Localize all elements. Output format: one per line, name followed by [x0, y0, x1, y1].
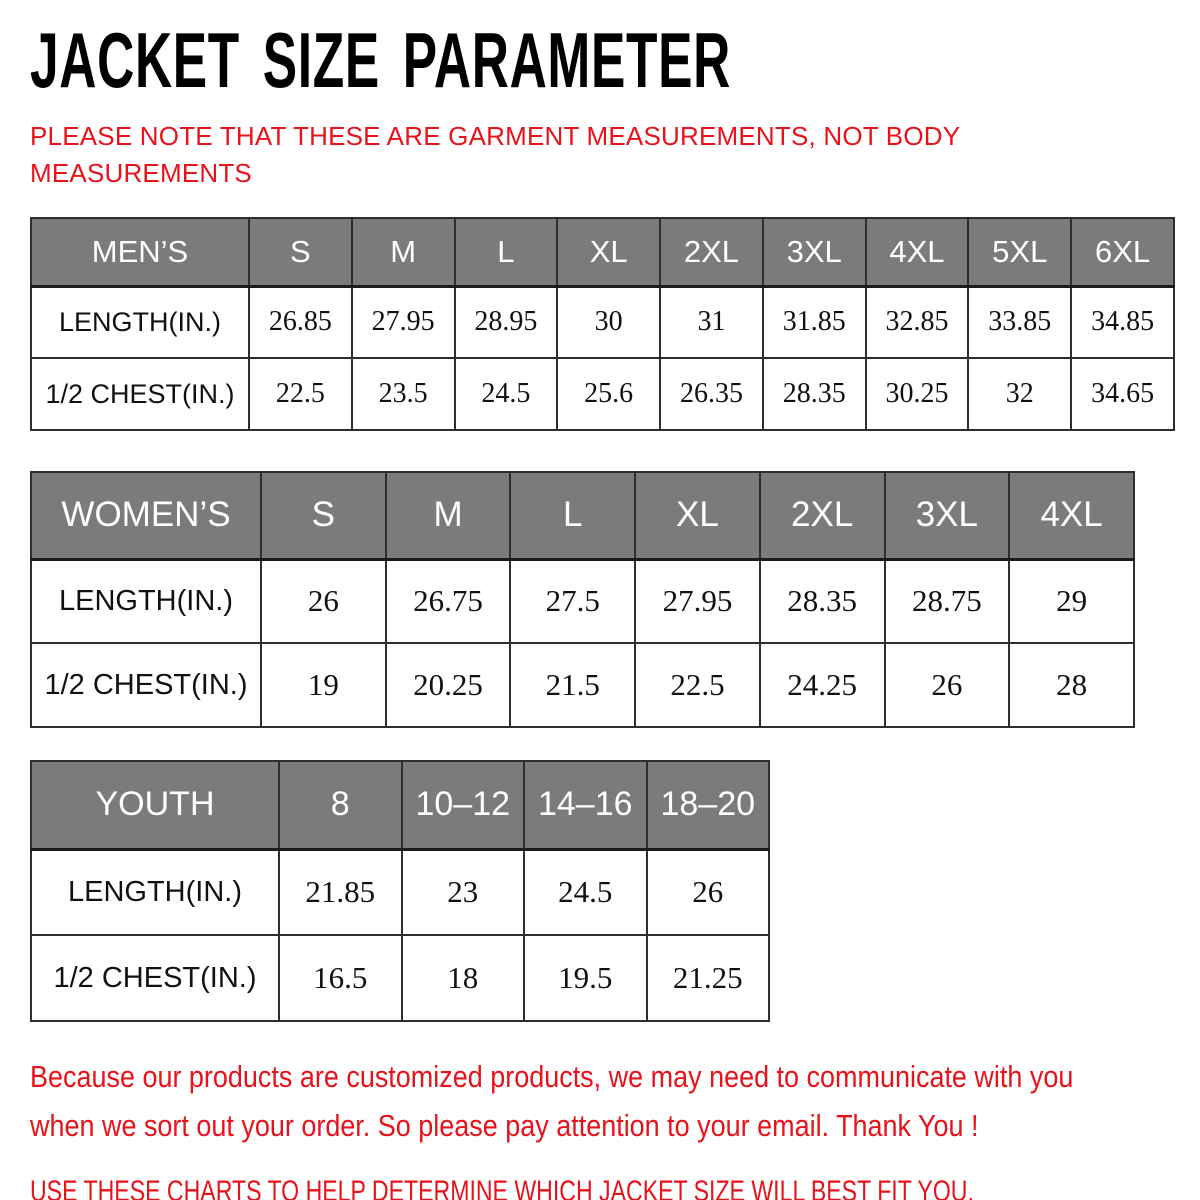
measurement-row — [31, 935, 769, 1021]
measurement-value: 34.65 — [1071, 358, 1174, 430]
size-header-row — [31, 218, 1174, 286]
measurement-value: 19.5 — [524, 935, 647, 1021]
measurement-value: 26.35 — [660, 358, 763, 430]
measurement-value: 24.5 — [455, 358, 558, 430]
measurement-value: 32 — [968, 358, 1071, 430]
measurement-value: 29 — [1009, 559, 1134, 643]
measurement-value: 28.35 — [760, 559, 885, 643]
page-title — [30, 16, 1170, 104]
measurement-label: LENGTH(IN.) — [31, 849, 279, 935]
womens-size-table — [30, 471, 1135, 728]
youth-size-table — [30, 760, 770, 1022]
measurement-value: 26 — [885, 643, 1010, 727]
measurement-value: 24.25 — [760, 643, 885, 727]
measurement-value: 31.85 — [763, 286, 866, 358]
size-column-header: S — [261, 472, 386, 559]
measurement-value: 28 — [1009, 643, 1134, 727]
measurement-value: 22.5 — [249, 358, 352, 430]
measurement-value: 21.25 — [647, 935, 770, 1021]
size-column-header: 8 — [279, 761, 402, 849]
size-column-header: 2XL — [660, 218, 763, 286]
size-column-header: M — [352, 218, 455, 286]
size-column-header: 14–16 — [524, 761, 647, 849]
size-column-header: M — [386, 472, 511, 559]
measurement-value: 33.85 — [968, 286, 1071, 358]
measurement-value: 34.85 — [1071, 286, 1174, 358]
size-column-header: 3XL — [885, 472, 1010, 559]
mens-size-table — [30, 217, 1175, 431]
size-column-header: 18–20 — [647, 761, 770, 849]
measurement-row — [31, 643, 1134, 727]
measurement-value: 23.5 — [352, 358, 455, 430]
measurement-value: 16.5 — [279, 935, 402, 1021]
size-header-row — [31, 472, 1134, 559]
measurement-label: LENGTH(IN.) — [31, 286, 249, 358]
size-column-header: L — [455, 218, 558, 286]
measurement-value: 28.75 — [885, 559, 1010, 643]
measurement-value: 18 — [402, 935, 525, 1021]
measurement-value: 30 — [557, 286, 660, 358]
table-group-label: WOMEN’S — [31, 472, 261, 559]
customization-notice-line-2: when we sort out your order. So please pay attention to your email. Thank You ! — [30, 1108, 979, 1143]
page-title-text: JACKET SIZE PARAMETER — [30, 16, 731, 104]
size-column-header: 10–12 — [402, 761, 525, 849]
measurement-value: 21.85 — [279, 849, 402, 935]
measurement-value: 27.5 — [510, 559, 635, 643]
customization-notice-line-1: Because our products are customized products, we may need to communicate with you — [30, 1059, 1074, 1094]
note-line-2: MEASUREMENTS — [30, 158, 252, 188]
measurement-label: 1/2 CHEST(IN.) — [31, 358, 249, 430]
measurement-value: 28.95 — [455, 286, 558, 358]
measurement-value: 26 — [647, 849, 770, 935]
size-column-header: L — [510, 472, 635, 559]
measurement-row — [31, 286, 1174, 358]
table-group-label: MEN’S — [31, 218, 249, 286]
measurement-value: 28.35 — [763, 358, 866, 430]
size-column-header: 6XL — [1071, 218, 1174, 286]
measurement-value: 19 — [261, 643, 386, 727]
measurement-value: 30.25 — [866, 358, 969, 430]
measurement-value: 23 — [402, 849, 525, 935]
measurement-label: LENGTH(IN.) — [31, 559, 261, 643]
customization-notice — [30, 1052, 1170, 1150]
measurement-value: 32.85 — [866, 286, 969, 358]
measurement-label: 1/2 CHEST(IN.) — [31, 643, 261, 727]
measurement-value: 26.75 — [386, 559, 511, 643]
usage-instruction: USE THESE CHARTS TO HELP DETERMINE WHICH JACKET SIZE WILL BEST FIT YOU. — [30, 1175, 974, 1200]
measurement-value: 26.85 — [249, 286, 352, 358]
measurement-row — [31, 559, 1134, 643]
measurement-row — [31, 358, 1174, 430]
garment-measurement-note — [30, 118, 1170, 192]
note-line-1: PLEASE NOTE THAT THESE ARE GARMENT MEASUREMENTS, NOT BODY — [30, 121, 961, 151]
measurement-value: 26 — [261, 559, 386, 643]
size-column-header: 5XL — [968, 218, 1071, 286]
measurement-value: 31 — [660, 286, 763, 358]
measurement-value: 22.5 — [635, 643, 760, 727]
measurement-value: 27.95 — [635, 559, 760, 643]
table-group-label: YOUTH — [31, 761, 279, 849]
measurement-row — [31, 849, 769, 935]
size-header-row — [31, 761, 769, 849]
size-column-header: 3XL — [763, 218, 866, 286]
size-column-header: XL — [557, 218, 660, 286]
size-column-header: 2XL — [760, 472, 885, 559]
measurement-value: 25.6 — [557, 358, 660, 430]
size-column-header: XL — [635, 472, 760, 559]
size-column-header: S — [249, 218, 352, 286]
measurement-value: 21.5 — [510, 643, 635, 727]
measurement-value: 24.5 — [524, 849, 647, 935]
size-column-header: 4XL — [866, 218, 969, 286]
measurement-value: 20.25 — [386, 643, 511, 727]
measurement-value: 27.95 — [352, 286, 455, 358]
size-column-header: 4XL — [1009, 472, 1134, 559]
measurement-label: 1/2 CHEST(IN.) — [31, 935, 279, 1021]
